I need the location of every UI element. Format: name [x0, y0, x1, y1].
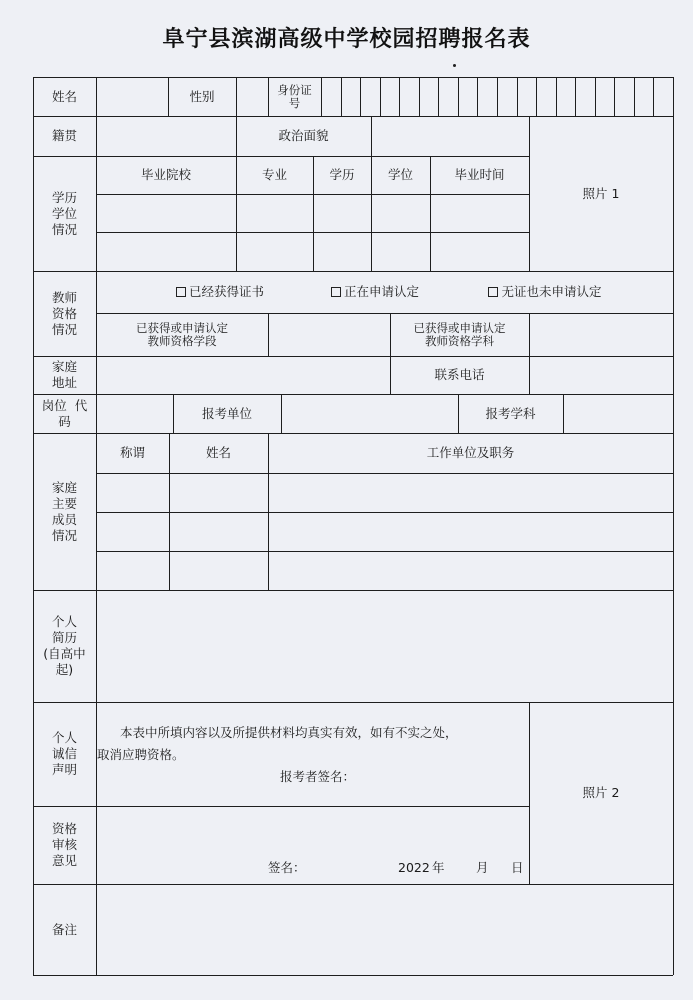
education-header-degree-level: 学历 — [329, 167, 355, 182]
checkbox-icon[interactable] — [331, 287, 341, 297]
apply-subject-label: 报考学科 — [485, 405, 536, 421]
grid-line — [96, 551, 673, 552]
grid-line — [96, 512, 673, 513]
integrity-label-line: 声明 — [51, 762, 77, 777]
family-header-name: 姓名 — [205, 445, 231, 460]
address-label-line: 地址 — [51, 375, 77, 390]
education-label — [33, 156, 96, 271]
family-header-work: 工作单位及职务 — [426, 445, 515, 460]
education-header-school: 毕业院校 — [140, 167, 191, 182]
checkbox-icon[interactable] — [176, 287, 186, 297]
family-header-relation: 称谓 — [119, 445, 145, 460]
integrity-label-line: 诚信 — [51, 746, 77, 761]
grid-line — [673, 77, 674, 975]
review-label-line: 审核 — [51, 837, 77, 852]
cert-stage-label — [96, 313, 268, 356]
grid-line — [33, 975, 673, 976]
grid-line — [33, 806, 529, 807]
education-label-line: 学位 — [51, 205, 77, 221]
form-title: 阜宁县滨湖高级中学校园招聘报名表 — [162, 26, 531, 52]
resume-label — [33, 590, 96, 702]
address-field[interactable] — [96, 356, 390, 394]
grid-line — [96, 77, 97, 975]
cert-stage-field[interactable] — [268, 313, 390, 356]
cert-option-applying[interactable] — [300, 271, 450, 313]
review-label — [33, 806, 96, 884]
resume-label-line: 个人 — [51, 614, 77, 629]
cert-stage-label-line: 已获得或申请认定 — [136, 320, 228, 335]
review-month-char: 月 — [476, 860, 489, 875]
grid-line — [96, 473, 673, 474]
apply-subject-field[interactable] — [563, 394, 673, 433]
family-label-line: 情况 — [51, 527, 77, 543]
review-year-char: 年 — [432, 860, 445, 875]
position-code-field[interactable] — [96, 394, 173, 433]
cert-subject-label-line: 教师资格学科 — [425, 333, 494, 348]
native-place-field[interactable] — [96, 116, 236, 156]
apply-unit-field[interactable] — [281, 394, 458, 433]
checkbox-icon[interactable] — [488, 287, 498, 297]
family-label — [33, 433, 96, 590]
address-label-line: 家庭 — [51, 359, 77, 374]
remarks-label: 备注 — [51, 921, 77, 937]
position-label-line: 码 — [58, 413, 71, 429]
phone-field[interactable] — [529, 356, 673, 394]
cert-option-none[interactable] — [460, 271, 630, 313]
teacher-cert-label — [33, 271, 96, 356]
id-number-boxes[interactable] — [321, 77, 673, 116]
integrity-statement-line-1: 本表中所填内容以及所提供材料均真实有效，如有不实之处， — [120, 725, 458, 740]
signature-label: 报考者签名： — [280, 769, 356, 784]
phone-label: 联系电话 — [434, 367, 485, 382]
cert-option-label: 无证也未申请认定 — [501, 284, 602, 299]
resume-label-line: 简历 — [51, 630, 77, 645]
cert-subject-label — [390, 313, 529, 356]
cert-stage-label-line: 教师资格学段 — [147, 333, 217, 348]
education-label-line: 学历 — [51, 189, 77, 205]
review-label-line: 意见 — [51, 853, 77, 868]
education-label-line: 情况 — [51, 221, 77, 237]
family-label-line: 成员 — [51, 511, 77, 527]
review-sign-label: 签名： — [268, 860, 306, 875]
resume-label-line: 起) — [55, 662, 74, 677]
apply-unit-label: 报考单位 — [201, 405, 252, 421]
photo-2-box[interactable]: 照片 2 — [582, 785, 620, 800]
political-status-field[interactable] — [371, 116, 529, 156]
name-field[interactable] — [96, 77, 168, 116]
resume-label-line: (自高中 — [43, 646, 86, 661]
cert-subject-label-line: 已获得或申请认定 — [413, 320, 506, 335]
education-header-grad-time: 毕业时间 — [454, 167, 505, 182]
remarks-field[interactable] — [96, 884, 673, 975]
cert-option-label: 已经获得证书 — [188, 284, 264, 299]
education-header-major: 专业 — [261, 167, 287, 182]
political-status-label: 政治面貌 — [278, 128, 329, 143]
native-place-label: 籍贯 — [51, 128, 77, 143]
id-number-label — [268, 77, 321, 116]
teacher-cert-label-line: 情况 — [51, 321, 77, 337]
education-header-degree: 学位 — [387, 167, 413, 182]
photo-1-box[interactable]: 照片 1 — [582, 185, 620, 201]
id-label-line-1: 身份证 — [277, 82, 312, 97]
id-label-line-2: 号 — [288, 95, 301, 110]
gender-field[interactable] — [236, 77, 268, 116]
cert-option-obtained[interactable] — [140, 271, 300, 313]
position-code-label — [33, 394, 96, 433]
cert-option-label: 正在申请认定 — [343, 284, 419, 299]
integrity-label — [33, 702, 96, 806]
review-day-char: 日 — [511, 860, 524, 875]
integrity-statement-line-2: 取消应聘资格。 — [97, 747, 185, 762]
position-label-line: 岗位 代 — [41, 397, 88, 413]
integrity-label-line: 个人 — [51, 730, 77, 745]
resume-field[interactable] — [96, 590, 673, 702]
teacher-cert-label-line: 资格 — [51, 305, 77, 321]
review-label-line: 资格 — [51, 821, 77, 836]
family-label-line: 家庭 — [51, 479, 77, 495]
review-year: 2022 — [398, 860, 430, 875]
address-label — [33, 356, 96, 394]
name-label: 姓名 — [51, 88, 77, 104]
family-label-line: 主要 — [51, 495, 77, 511]
gender-label: 性别 — [189, 88, 215, 104]
teacher-cert-label-line: 教师 — [51, 289, 77, 305]
cert-subject-field[interactable] — [529, 313, 673, 356]
